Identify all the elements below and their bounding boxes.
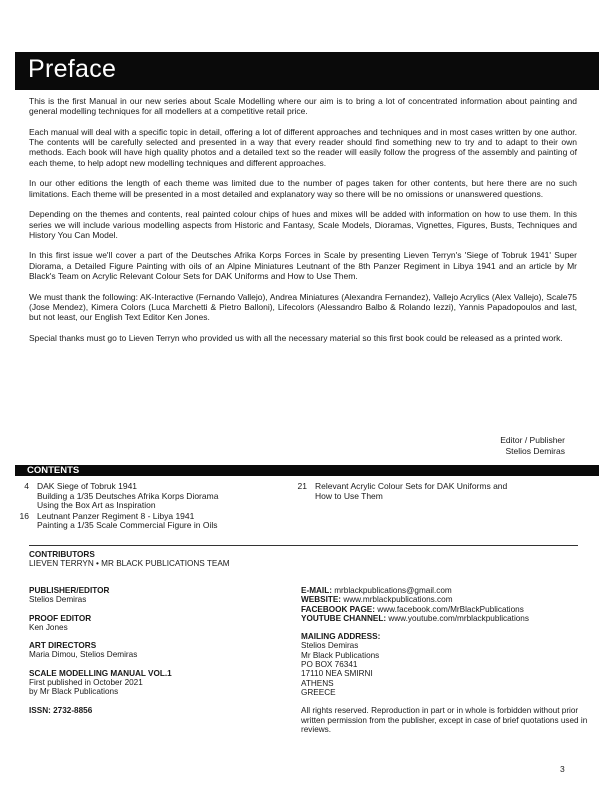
preface-paragraph: We must thank the following: AK-Interactive (Fernando Vallejo), Andrea Miniatures (Alexandra Fernandez), Vallejo Acrylics (Alex Vallejo), Scale75 (Jose Mendez), Kimera Colors (Luca Marchetti & Pietro Balloni), Lifecolors (Alessandro Balbo & Rolando Iezzi), Yannis Papadopoulos and last, but not least, our English Text Editor Ken Jones. bbox=[29, 291, 577, 323]
address-line: PO BOX 76341 bbox=[301, 660, 358, 670]
section-divider bbox=[29, 545, 578, 546]
contents-entry-subtitle: Painting a 1/35 Scale Commercial Figure in Oils bbox=[37, 520, 218, 531]
contents-entry[interactable] bbox=[8, 512, 288, 531]
contents-entry[interactable] bbox=[286, 482, 566, 501]
contents-entry[interactable] bbox=[8, 482, 288, 511]
page-number: 3 bbox=[560, 764, 565, 774]
contents-entry-subtitle: Building a 1/35 Deutsches Afrika Korps Diorama bbox=[37, 490, 219, 501]
manual-heading: SCALE MODELLING MANUAL VOL.1 bbox=[29, 668, 172, 678]
credits-right-column bbox=[301, 586, 591, 734]
page-title: Preface bbox=[28, 55, 117, 83]
facebook-link[interactable]: www.facebook.com/MrBlackPublications bbox=[377, 604, 524, 614]
youtube-label: YOUTUBE CHANNEL: bbox=[301, 613, 387, 623]
publisher-block bbox=[29, 586, 289, 605]
contact-block bbox=[301, 586, 591, 623]
contents-right-column bbox=[286, 482, 566, 502]
contents-entry-title: DAK Siege of Tobruk 1941 bbox=[37, 481, 138, 491]
art-directors-block bbox=[29, 641, 289, 660]
website-label: WEBSITE: bbox=[301, 595, 342, 605]
address-line: 17110 NEA SMIRNI bbox=[301, 669, 373, 679]
address-line: ATHENS bbox=[301, 678, 334, 688]
contributors-heading: CONTRIBUTORS bbox=[29, 550, 95, 559]
publisher-heading: PUBLISHER/EDITOR bbox=[29, 586, 110, 595]
facebook-label: FACEBOOK PAGE: bbox=[301, 604, 375, 614]
email-link[interactable]: mrblackpublications@gmail.com bbox=[334, 586, 452, 595]
address-line: Mr Black Publications bbox=[301, 650, 380, 660]
rights-notice: All rights reserved. Reproduction in part or in whole is forbidden without prior written permission from the publisher, except in case of brief quotations used in reviews. bbox=[301, 706, 588, 734]
preface-paragraph: Depending on the themes and contents, real painted colour chips of hues and mixes will be added with information on how to use them. In this series we will include various modelling aspects from Historic and Fantasy, Scale Models, Dioramas, Vignettes, Figures, Busts, Techniques and History You Can Model. bbox=[29, 209, 577, 240]
preface-header-bar bbox=[15, 52, 599, 90]
preface-paragraph: In this first issue we'll cover a part of the Deutsches Afrika Korps Forces in Scale by presenting Lieven Terryn's 'Siege of Tobruk 1941' Super Diorama, a Detailed Figure Painting with oils of an Alpine Miniatures Leutnant of the 8th Panzer Regiment in Libya 1941 and an article by Mr Black's Team on Acrylic Relevant Colour Sets for DAK Uniforms and How to Use Them. bbox=[29, 250, 577, 282]
contents-entry-title: Relevant Acrylic Colour Sets for DAK Uniforms and bbox=[315, 481, 508, 491]
preface-paragraph: In our other editions the length of each theme was limited due to the number of pages taken for other contents, but here there are no such limitations. Each theme will be presented in a most detailed and explanatory way so there will be no omissions or unanswered questions. bbox=[29, 178, 577, 199]
publisher-name: by Mr Black Publications bbox=[29, 687, 119, 697]
credits-left-column bbox=[29, 586, 289, 724]
contents-page-number: 16 bbox=[19, 510, 29, 521]
preface-paragraph: This is the first Manual in our new series about Scale Modelling where our aim is to bring a lot of concentrated information about painting and general modelling techniques for all modellers at a competitive retail price. bbox=[29, 96, 577, 117]
website-link[interactable]: www.mrblackpublications.com bbox=[343, 595, 453, 605]
issn: ISSN: 2732-8856 bbox=[29, 705, 93, 715]
proof-editor-block bbox=[29, 614, 289, 633]
preface-body bbox=[29, 96, 577, 353]
art-directors-heading: ART DIRECTORS bbox=[29, 641, 97, 651]
publisher-value: Stelios Demiras bbox=[29, 595, 87, 605]
contents-page-number: 21 bbox=[297, 481, 307, 491]
address-line: GREECE bbox=[301, 687, 336, 697]
contents-page-number: 4 bbox=[24, 481, 29, 491]
manual-info-block bbox=[29, 669, 289, 697]
signature bbox=[500, 435, 565, 456]
contributors-value: LIEVEN TERRYN • MR BLACK PUBLICATIONS TEAM bbox=[29, 559, 230, 569]
publication-date: First published in October 2021 bbox=[29, 678, 143, 688]
contents-entry-title: Leutnant Panzer Regiment 8 - Libya 1941 bbox=[37, 510, 195, 521]
signature-name: Stelios Demiras bbox=[505, 445, 565, 456]
proof-editor-value: Ken Jones bbox=[29, 622, 68, 632]
contents-header-bar bbox=[15, 465, 599, 476]
email-label: E-MAIL: bbox=[301, 586, 332, 595]
preface-paragraph: Each manual will deal with a specific topic in detail, offering a lot of different approaches and techniques and in most cases written by one author. The contents will be carefully selected and presented in a way that every reader should find something new to try and to adapt to their own methods. Each book will have high quality photos and a detailed text so the reader will easily follow the progress of the assembly and painting of each theme, to help adopt new modelling techniques and different approaches. bbox=[29, 126, 577, 168]
preface-paragraph: Special thanks must go to Lieven Terryn who provided us with all the necessary material so this first book could be released as a printed work. bbox=[29, 332, 563, 343]
signature-role: Editor / Publisher bbox=[500, 435, 565, 445]
proof-editor-heading: PROOF EDITOR bbox=[29, 613, 92, 623]
contents-entry-subtitle: Using the Box Art as Inspiration bbox=[37, 500, 156, 511]
address-line: Stelios Demiras bbox=[301, 641, 359, 651]
mailing-address-heading: MAILING ADDRESS: bbox=[301, 632, 381, 642]
contents-left-column bbox=[8, 482, 288, 532]
contents-entry-title: How to Use Them bbox=[315, 490, 383, 501]
mailing-address-block bbox=[301, 632, 591, 697]
contributors-block bbox=[29, 550, 230, 569]
contents-title: CONTENTS bbox=[27, 465, 80, 476]
art-directors-value: Maria Dimou, Stelios Demiras bbox=[29, 650, 138, 660]
youtube-link[interactable]: www.youtube.com/mrblackpublications bbox=[388, 613, 529, 623]
